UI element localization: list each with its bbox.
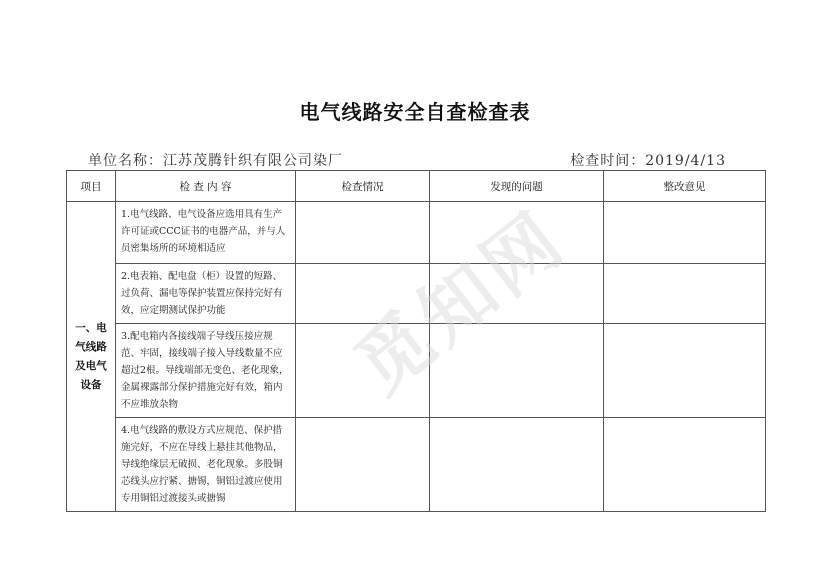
header-row bbox=[67, 171, 766, 202]
header-item: 项目 bbox=[67, 171, 116, 202]
problems-cell bbox=[430, 418, 604, 512]
inspection-table bbox=[66, 170, 766, 512]
header-problems: 发现的问题 bbox=[430, 171, 604, 202]
page-title: 电气线路安全自查检查表 bbox=[299, 100, 531, 124]
header-opinion: 整改意见 bbox=[604, 171, 766, 202]
check-date: 检查时间：2019/4/13 bbox=[570, 153, 726, 169]
problems-cell bbox=[430, 202, 604, 264]
header-status: 检查情况 bbox=[296, 171, 430, 202]
category-cell bbox=[67, 202, 116, 512]
status-cell bbox=[296, 202, 430, 264]
problems-cell bbox=[430, 324, 604, 418]
check-item-2: 2.电表箱、配电盘（柜）设置的短路、过负荷、漏电等保护装置应保持完好有效，应定期测试保护功能 bbox=[116, 264, 296, 324]
check-item-4: 4.电气线路的敷设方式应规范、保护措施完好，不应在导线上悬挂其他物品，导线绝缘层无破损、老化现象。多股铜芯线头应拧紧、搪锡，铜铝过渡应使用专用铜铝过渡接头或搪锡 bbox=[116, 418, 296, 512]
opinion-cell bbox=[604, 324, 766, 418]
check-item-1: 1.电气线路、电气设备应选用具有生产许可证或CCC证书的电器产品，并与人员密集场所的环境相适应 bbox=[116, 202, 296, 264]
opinion-cell bbox=[604, 264, 766, 324]
table-row bbox=[67, 324, 766, 418]
opinion-cell bbox=[604, 418, 766, 512]
table-row bbox=[67, 418, 766, 512]
category-label: 一、电气线路及电气设备 bbox=[75, 321, 107, 391]
status-cell bbox=[296, 264, 430, 324]
table-row bbox=[67, 202, 766, 264]
watermark: 觅知网 bbox=[339, 194, 582, 411]
check-item-3: 3.配电箱内各接线端子导线压接应规范、牢固，接线端子接入导线数量不应超过2根。导线端部无变色、老化现象，金属裸露部分保护措施完好有效，箱内不应堆放杂物 bbox=[116, 324, 296, 418]
unit-name: 单位名称：江苏茂腾针织有限公司染厂 bbox=[88, 153, 343, 169]
status-cell bbox=[296, 418, 430, 512]
status-cell bbox=[296, 324, 430, 418]
table-row bbox=[67, 264, 766, 324]
problems-cell bbox=[430, 264, 604, 324]
header-content: 检 查 内 容 bbox=[116, 171, 296, 202]
opinion-cell bbox=[604, 202, 766, 264]
